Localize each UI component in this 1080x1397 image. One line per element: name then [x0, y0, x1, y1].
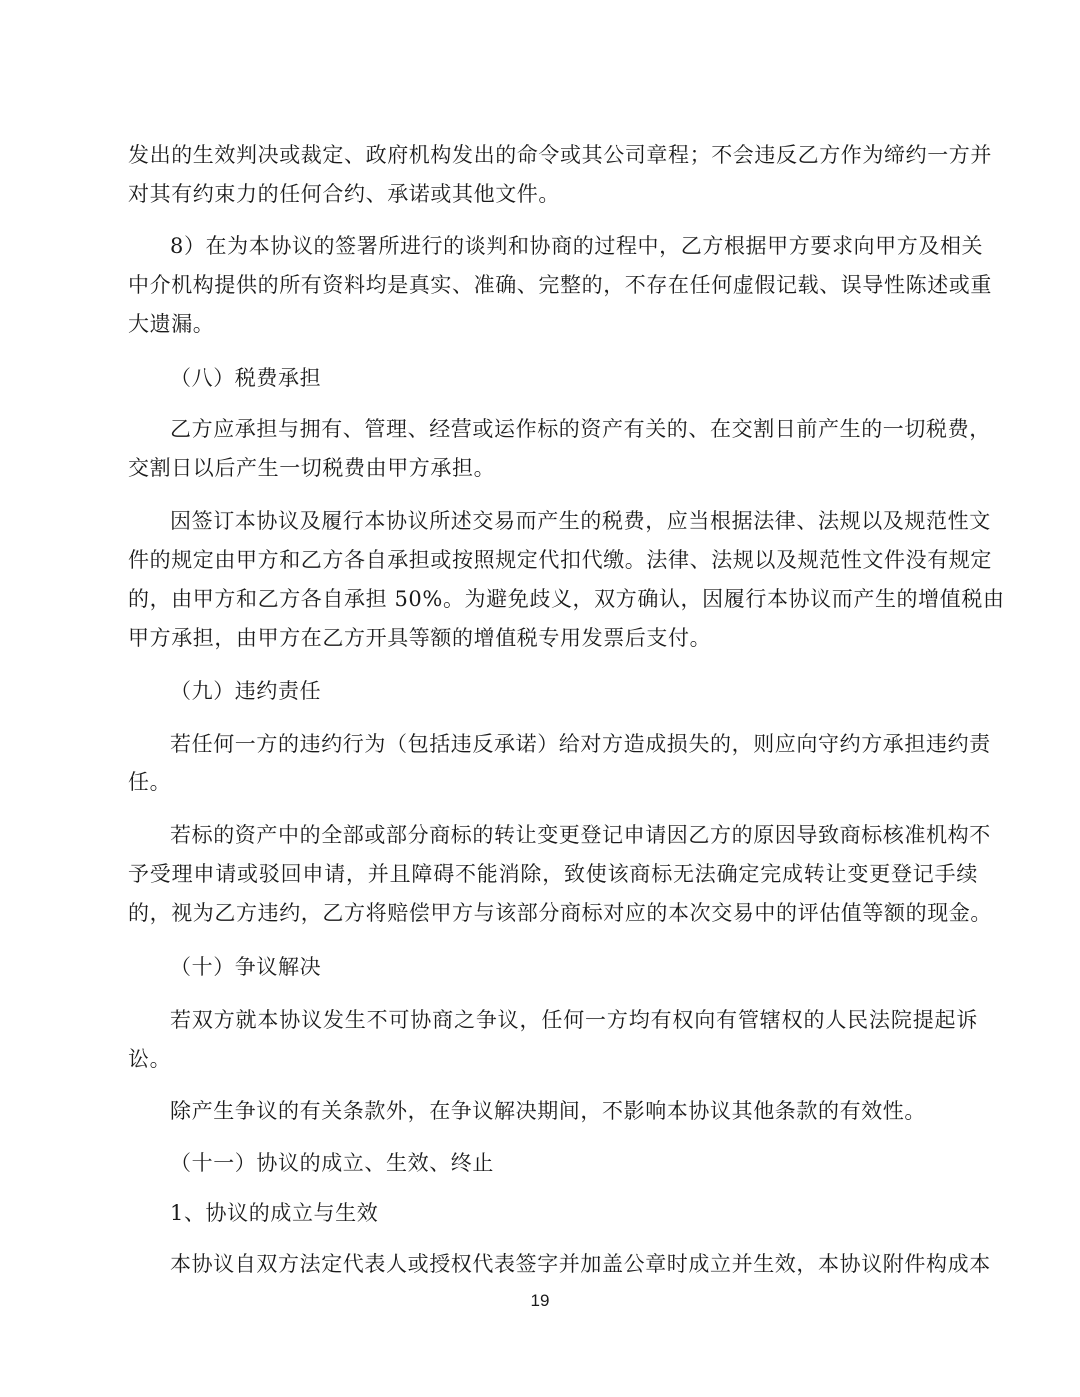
paragraph-line: 任。 — [128, 770, 172, 794]
section-heading: （八）税费承担 — [170, 366, 322, 390]
paragraph-line: 的，视为乙方违约，乙方将赔偿甲方与该部分商标对应的本次交易中的评估值等额的现金。 — [128, 901, 992, 925]
paragraph-line: 对其有约束力的任何合约、承诺或其他文件。 — [128, 182, 560, 206]
page-number: 19 — [530, 1291, 550, 1310]
paragraph-line: 因签订本协议及履行本协议所述交易而产生的税费，应当根据法律、法规以及规范性文 — [170, 509, 991, 533]
paragraph-line: 的，由甲方和乙方各自承担 50%。为避免歧义，双方确认，因履行本协议而产生的增值税由 — [128, 587, 1005, 611]
paragraph-line: 若双方就本协议发生不可协商之争议，任何一方均有权向有管辖权的人民法院提起诉 — [170, 1008, 978, 1032]
section-heading: （九）违约责任 — [170, 679, 322, 703]
section-heading: （十）争议解决 — [170, 955, 322, 979]
paragraph-line: 予受理申请或驳回申请，并且障碍不能消除，致使该商标无法确定完成转让变更登记手续 — [128, 862, 978, 886]
paragraph-line: 中介机构提供的所有资料均是真实、准确、完整的，不存在任何虚假记载、误导性陈述或重 — [128, 273, 992, 297]
paragraph-line: 本协议自双方法定代表人或授权代表签字并加盖公章时成立并生效，本协议附件构成本 — [170, 1252, 991, 1276]
paragraph-line: 件的规定由甲方和乙方各自承担或按照规定代扣代缴。法律、法规以及规范性文件没有规定 — [128, 548, 992, 572]
paragraph-line: 若标的资产中的全部或部分商标的转让变更登记申请因乙方的原因导致商标核准机构不 — [170, 823, 991, 847]
paragraph-line: 乙方应承担与拥有、管理、经营或运作标的资产有关的、在交割日前产生的一切税费， — [170, 417, 991, 441]
paragraph-line: 讼。 — [128, 1047, 172, 1071]
paragraph-line: 交割日以后产生一切税费由甲方承担。 — [128, 456, 496, 480]
paragraph-line: 甲方承担，由甲方在乙方开具等额的增值税专用发票后支付。 — [128, 626, 712, 650]
section-heading: （十一）协议的成立、生效、终止 — [170, 1151, 494, 1175]
paragraph-line: 若任何一方的违约行为（包括违反承诺）给对方造成损失的，则应向守约方承担违约责 — [170, 732, 991, 756]
paragraph-line: 发出的生效判决或裁定、政府机构发出的命令或其公司章程；不会违反乙方作为缔约一方并 — [128, 143, 992, 167]
paragraph-line: 大遗漏。 — [128, 312, 215, 336]
subsection-heading: 1、协议的成立与生效 — [170, 1201, 379, 1225]
paragraph-line: 8）在为本协议的签署所进行的谈判和协商的过程中，乙方根据甲方要求向甲方及相关 — [170, 234, 984, 258]
paragraph-line: 除产生争议的有关条款外，在争议解决期间，不影响本协议其他条款的有效性。 — [170, 1099, 926, 1123]
